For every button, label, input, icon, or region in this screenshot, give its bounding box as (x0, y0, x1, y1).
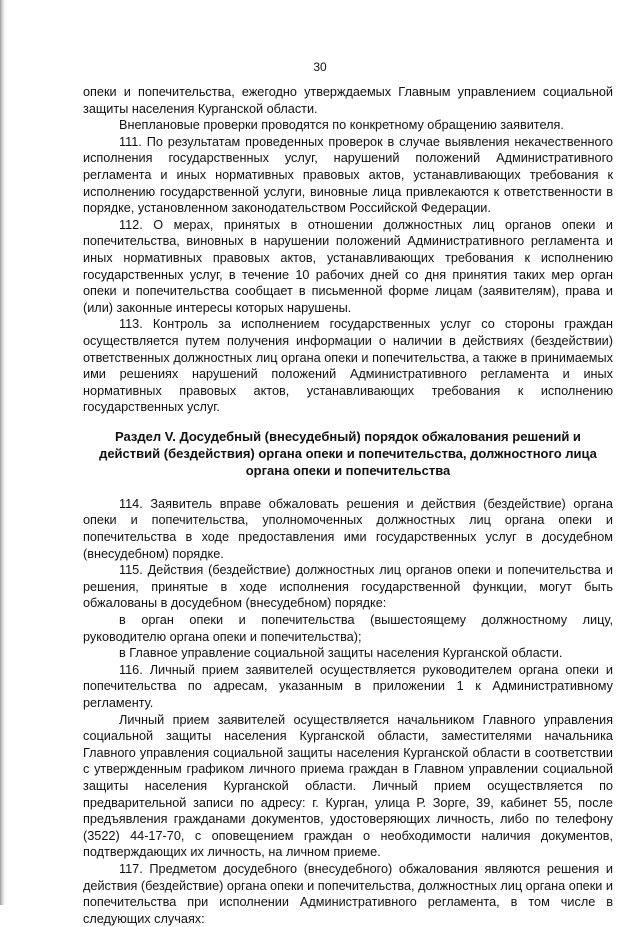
section-heading: Раздел V. Досудебный (внесудебный) порядок обжалования решений и действий (бездействия) органа опеки и попечительства, должностного лица органа опеки и попечительства (99, 428, 597, 478)
scan-edge-shadow (0, 0, 6, 905)
paragraphs-before-section (83, 84, 613, 416)
page-number: 30 (313, 60, 327, 74)
paragraph: Личный прием заявителей осуществляется начальником Главного управления социальной защиты населения Курганской области, заместителями начальника Главного управления социальной защиты населения Курганской области в соответствии с утвержденным графиком личного приема граждан в Главном управлении социальной защиты населения Курганской области. Личный прием осуществляется по предварительной записи по адресу: г. Курган, улица Р. Зорге, 39, кабинет 55, после предъявления гражданами документов, удостоверяющих личность, либо по телефону (3522) 44-17-70, с оповещением граждан о необходимости наличия документов, подтверждающих их личность, на личном приеме. (83, 712, 613, 860)
paragraph: 117. Предметом досудебного (внесудебного) обжалования являются решения и действия (бездействие) органа опеки и попечительства, должностных лиц органа опеки и попечительства при исполнении Административного регламента, в том числе в следующих случаях: (83, 861, 613, 926)
paragraph: опеки и попечительства, ежегодно утверждаемых Главным управлением социальной защиты населения Курганской области. (83, 85, 613, 116)
paragraph: 111. По результатам проведенных проверок в случае выявления некачественного исполнения государственных услуг, нарушений положений Административного регламента и иных нормативных правовых актов, устанавливающих требования к исполнению государственной услуги, виновные лица привлекаются к ответственности в порядке, установленном законодательством Российской Федерации. (83, 134, 613, 216)
paragraph: 113. Контроль за исполнением государственных услуг со стороны граждан осуществляется путем получения информации о наличии в действиях (бездействии) ответственных должностных лиц органа опеки и попечительства, а также в принимаемых ими решениях нарушений положений Административного регламента и иных нормативных правовых актов, устанавливающих требования к исполнению государственных услуг. (83, 317, 613, 415)
paragraph: 116. Личный прием заявителей осуществляется руководителем органа опеки и попечительства по адресам, указанным в приложении 1 к Административному регламенту. (83, 662, 613, 710)
paragraph: 115. Действия (бездействие) должностных лиц органов опеки и попечительства и решения, принятые в ходе исполнения государственной функции, могут быть обжалованы в досудебном (внесудебном) порядке: (83, 563, 613, 611)
paragraph: 112. О мерах, принятых в отношении должностных лиц органов опеки и попечительства, виновных в нарушении положений Административного регламента и иных нормативных правовых актов, устанавливающих требования к исполнению государственных услуг, в течение 10 рабочих дней со дня принятия таких мер орган опеки и попечительства сообщает в письменной форме лицам (заявителям), права и (или) законные интересы которых нарушены. (83, 217, 613, 315)
paragraphs-after-section (83, 496, 613, 927)
document-body (83, 84, 613, 927)
paragraph: в орган опеки и попечительства (вышестоящему должностному лицу, руководителю органа опеки и попечительства); (83, 613, 613, 644)
paragraph: 114. Заявитель вправе обжаловать решения и действия (бездействие) органа опеки и попечительства, уполномоченных должностных лиц органа опеки и попечительства в ходе предоставления ими государственных услуг в досудебном (внесудебном) порядке. (83, 496, 613, 561)
paragraph: Внеплановые проверки проводятся по конкретному обращению заявителя. (119, 118, 564, 133)
paragraph: в Главное управление социальной защиты населения Курганской области. (119, 646, 563, 661)
